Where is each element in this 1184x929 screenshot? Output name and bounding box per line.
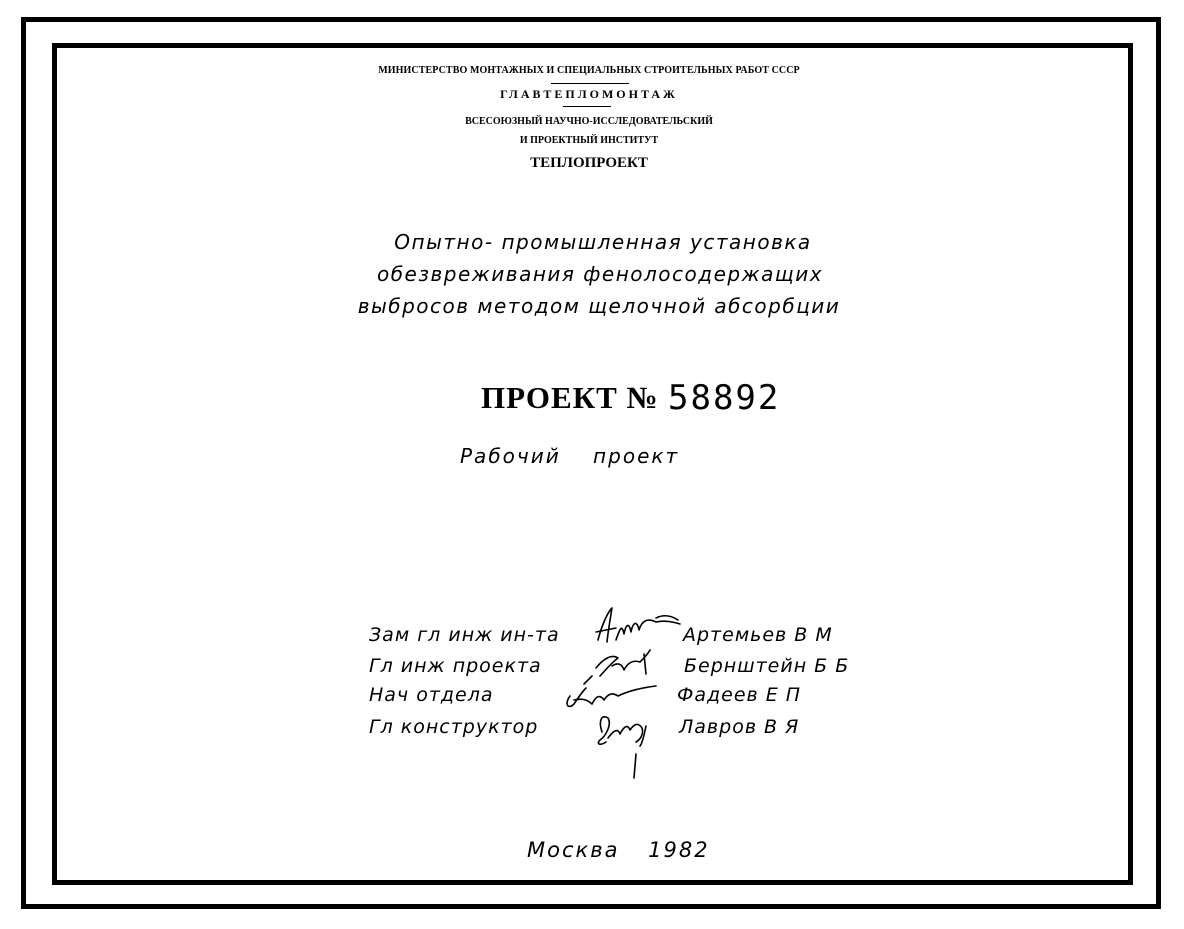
institute-line-2: И ПРОЕКТНЫЙ ИНСТИТУТ	[519, 135, 659, 146]
glavk-line: ГЛАВТЕПЛОМОНТАЖ	[500, 87, 678, 101]
institute-name: ТЕПЛОПРОЕКТ	[530, 155, 648, 171]
city-year: Москва 1982	[527, 838, 710, 862]
signature-role: Нач отдела	[369, 684, 494, 706]
title-line-1: Опытно- промышленная установка	[394, 230, 812, 254]
project-number: 58892	[668, 378, 781, 418]
divider-rule	[563, 106, 611, 107]
title-line-2: обезвреживания фенолосодержащих	[376, 262, 824, 286]
title-line-3: выбросов методом щелочной абсорбции	[357, 294, 841, 318]
signature-role: Гл конструктор	[369, 716, 539, 738]
project-label: ПРОЕКТ №	[481, 380, 659, 415]
project-stage: Рабочий проект	[460, 444, 680, 468]
institute-line-1: ВСЕСОЮЗНЫЙ НАУЧНО-ИССЛЕДОВАТЕЛЬСКИЙ	[465, 116, 713, 127]
signature-role: Гл инж проекта	[369, 655, 542, 677]
divider-rule	[551, 83, 629, 84]
signature-name: Артемьев В М	[683, 624, 833, 646]
signature-name: Фадеев Е П	[677, 684, 802, 706]
signature-name: Бернштейн Б Б	[684, 655, 850, 677]
signature-role: Зам гл инж ин-та	[369, 624, 560, 646]
ministry-line: МИНИСТЕРСТВО МОНТАЖНЫХ И СПЕЦИАЛЬНЫХ СТРОИТЕЛЬНЫХ РАБОТ СССР	[378, 65, 800, 76]
signature-name: Лавров В Я	[679, 716, 800, 738]
